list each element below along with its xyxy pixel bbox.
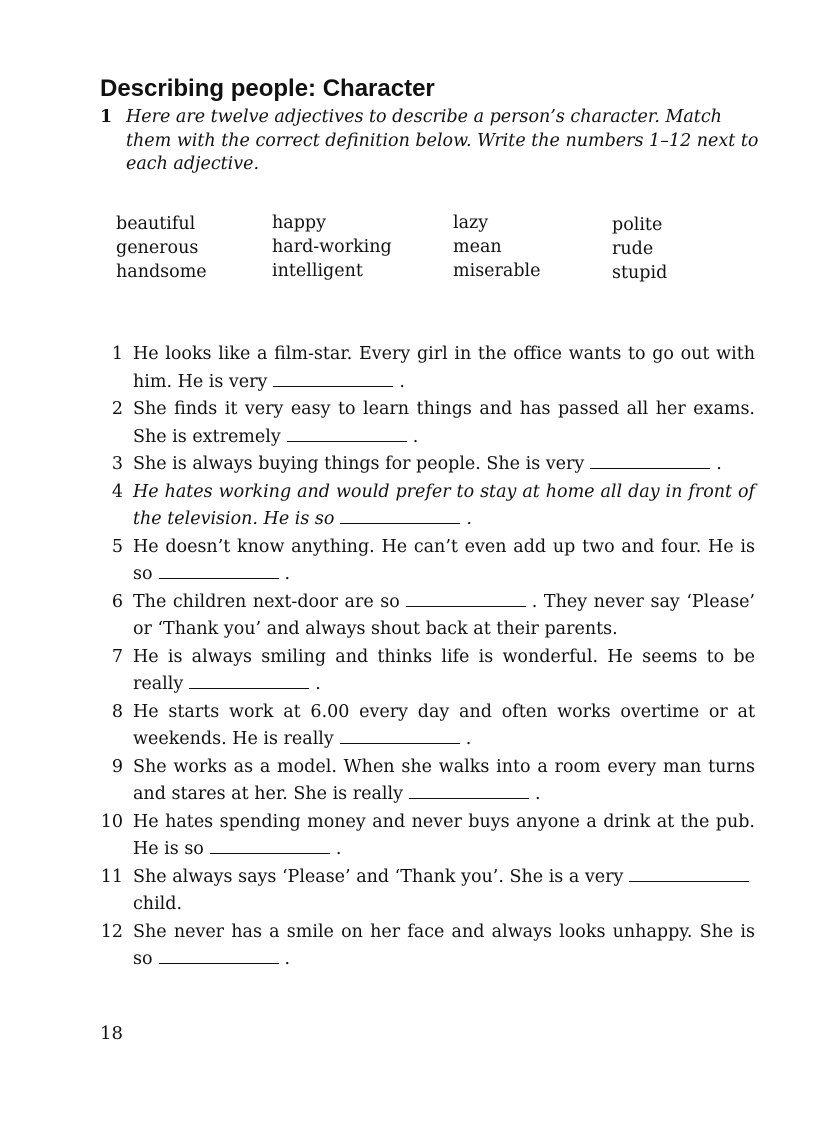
- question-text: He hates working and would prefer to stay at home all day in front of the television. He is so: [133, 481, 755, 529]
- question-item: [100, 451, 755, 479]
- question-item: [100, 644, 755, 699]
- adjective: intelligent: [272, 261, 363, 281]
- answer-blank[interactable]: [409, 782, 529, 799]
- question-text-end: .: [284, 564, 291, 584]
- question-item: [100, 396, 755, 451]
- answer-blank[interactable]: [159, 562, 279, 579]
- question-text: She never has a smile on her face and always looks unhappy. She is so: [133, 921, 755, 969]
- question-number: 4: [111, 481, 123, 502]
- instruction-text: Here are twelve adjectives to describe a person’s character. Match them with the correct definition below. Write the numbers 1–12 next to each adjective.: [126, 107, 759, 174]
- question-text-end: .: [335, 839, 342, 859]
- question-text: He is always smiling and thinks life is wonderful. He seems to be really: [133, 646, 755, 694]
- page-number: 18: [100, 1023, 123, 1044]
- question-number: 11: [100, 866, 123, 887]
- answer-blank[interactable]: [273, 370, 393, 387]
- question-text: She is always buying things for people. She is very: [133, 454, 585, 474]
- exercise-number: 1: [100, 107, 113, 127]
- question-number: 1: [111, 344, 123, 364]
- adjective: beautiful: [116, 214, 196, 234]
- adjective: generous: [116, 238, 199, 258]
- question-text-end: .: [315, 674, 321, 694]
- adjective-column: [612, 213, 667, 285]
- adjective: handsome: [116, 262, 207, 282]
- question-item: [100, 341, 755, 396]
- question-number: 5: [111, 536, 123, 557]
- answer-blank[interactable]: [340, 507, 460, 524]
- adjective: polite: [612, 215, 663, 235]
- adjective-column: [272, 211, 392, 283]
- question-number: 7: [111, 646, 123, 667]
- question-text-end: .: [534, 784, 541, 804]
- question-number: 2: [111, 399, 123, 419]
- question-item: [100, 919, 755, 974]
- question-item: [100, 864, 755, 919]
- answer-blank[interactable]: [590, 452, 710, 469]
- question-text-end: .: [716, 454, 722, 474]
- question-item: [100, 754, 755, 809]
- question-text-end: .: [284, 949, 291, 969]
- answer-blank[interactable]: [629, 865, 749, 882]
- page-title: Describing people: Character: [100, 75, 435, 102]
- adjective: happy: [272, 213, 326, 233]
- question-text: He starts work at 6.00 every day and often works overtime or at weekends. He is really: [133, 701, 755, 749]
- question-item: [100, 534, 755, 589]
- answer-blank[interactable]: [287, 425, 407, 442]
- question-number: 10: [100, 811, 123, 832]
- answer-blank[interactable]: [340, 727, 460, 744]
- exercise-instruction: [100, 106, 760, 177]
- question-number: 6: [111, 591, 123, 612]
- question-text-end: . They never say ‘Please’ or ‘Thank you’ and always shout back at their parents.: [133, 591, 755, 639]
- question-text: He doesn’t know anything. He can’t even add up two and four. He is so: [133, 536, 755, 584]
- adjective: lazy: [453, 213, 489, 233]
- adjective-column: [116, 212, 207, 284]
- question-list: [100, 341, 755, 974]
- answer-blank[interactable]: [210, 837, 330, 854]
- answer-blank[interactable]: [159, 947, 279, 964]
- question-text: She always says ‘Please’ and ‘Thank you’. She is a very: [133, 866, 624, 887]
- adjective: miserable: [453, 261, 541, 281]
- question-number: 3: [111, 454, 123, 474]
- question-text-end: .: [412, 426, 419, 447]
- question-item: [100, 699, 755, 754]
- adjective: stupid: [612, 263, 668, 283]
- question-item: [100, 479, 755, 534]
- answer-blank[interactable]: [189, 672, 309, 689]
- question-number: 9: [111, 756, 123, 777]
- adjective-column: [453, 211, 540, 283]
- answer-blank[interactable]: [406, 590, 526, 607]
- question-item: [100, 809, 755, 864]
- question-number: 12: [100, 921, 123, 942]
- question-text: He hates spending money and never buys anyone a drink at the pub. He is so: [133, 811, 755, 859]
- question-item: [100, 589, 755, 644]
- adjective: rude: [612, 239, 654, 259]
- adjective: mean: [453, 237, 502, 257]
- question-text: She works as a model. When she walks into a room every man turns and stares at her. She is really: [133, 756, 755, 804]
- question-text-end: .: [465, 729, 472, 749]
- adjective: hard-working: [272, 237, 392, 257]
- question-text-end: .: [399, 371, 405, 392]
- question-text-end: child.: [133, 894, 183, 914]
- question-text-end: .: [466, 509, 472, 529]
- question-text: The children next-door are so: [133, 591, 400, 612]
- question-text: He looks like a film-star. Every girl in the office wants to go out with him. He is very: [133, 344, 755, 392]
- question-number: 8: [111, 701, 123, 722]
- question-text: She finds it very easy to learn things and has passed all her exams. She is extremely: [133, 399, 755, 447]
